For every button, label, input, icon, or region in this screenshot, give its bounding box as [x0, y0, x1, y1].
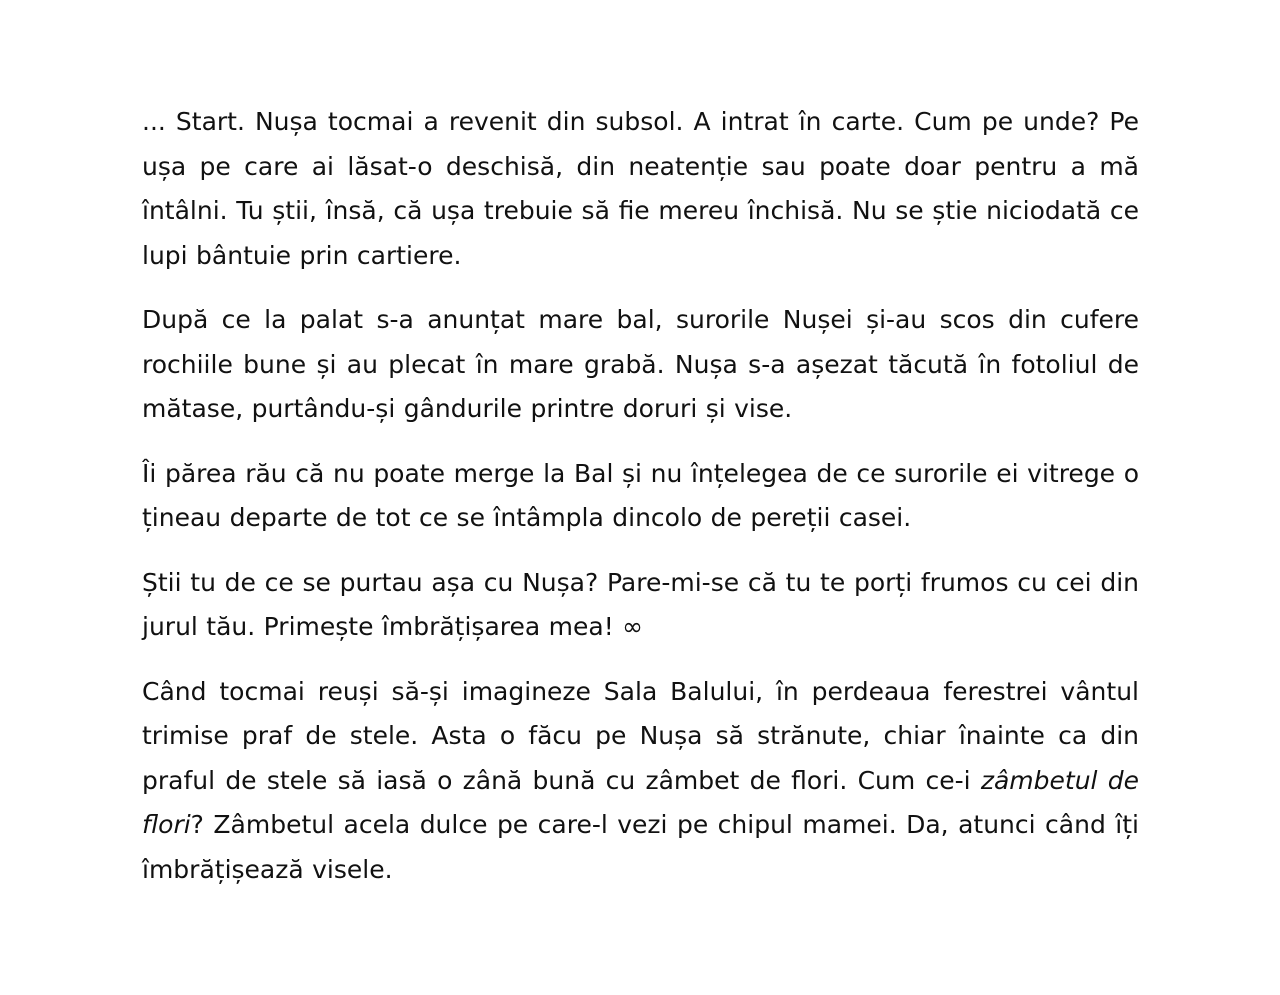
- document-page: [142, 100, 1139, 912]
- paragraph-2-text: După ce la palat s-a anunțat mare bal, surorile Nușei și-au scos din cufere rochiile bune și au plecat în mare grabă. Nușa s-a așezat tăcută în fotoliul de mătase, purtându-și gândurile printre doruri și vise.: [142, 305, 1139, 423]
- paragraph-4: [142, 561, 1139, 650]
- paragraph-2: [142, 298, 1139, 432]
- paragraph-5-italic-phrase: zâmbetul de flori: [142, 765, 1139, 839]
- paragraph-4-text: Știi tu de ce se purtau așa cu Nușa? Pare-mi-se că tu te porți frumos cu cei din jurul tău. Primește îmbrățișarea mea! ∞: [142, 567, 1139, 641]
- paragraph-5-text-end: ? Zâmbetul acela dulce pe care-l vezi pe chipul mamei. Da, atunci când îți îmbrățișează visele.: [142, 810, 1139, 884]
- paragraph-5-text-start: Când tocmai reuși să-și imagineze Sala Balului, în perdeaua ferestrei vântul trimise praf de stele. Asta o făcu pe Nușa să strănute, chiar înainte ca din praful de stele să iasă o zână bună cu zâmbet de flori. Cum ce-i: [142, 676, 1139, 795]
- paragraph-5: [142, 670, 1139, 893]
- paragraph-3: [142, 452, 1139, 541]
- paragraph-3-text: Îi părea rău că nu poate merge la Bal și nu înțelegea de ce surorile ei vitrege o țineau departe de tot ce se întâmpla dincolo de pereții casei.: [142, 458, 1139, 532]
- paragraph-1-text: ... Start. Nușa tocmai a revenit din subsol. A intrat în carte. Cum pe unde? Pe ușa pe care ai lăsat-o deschisă, din neatenție sau poate doar pentru a mă întâlni. Tu știi, însă, că ușa trebuie să fie mereu închisă. Nu se știe niciodată ce lupi bântuie prin cartiere.: [142, 107, 1139, 270]
- paragraph-1: [142, 100, 1139, 278]
